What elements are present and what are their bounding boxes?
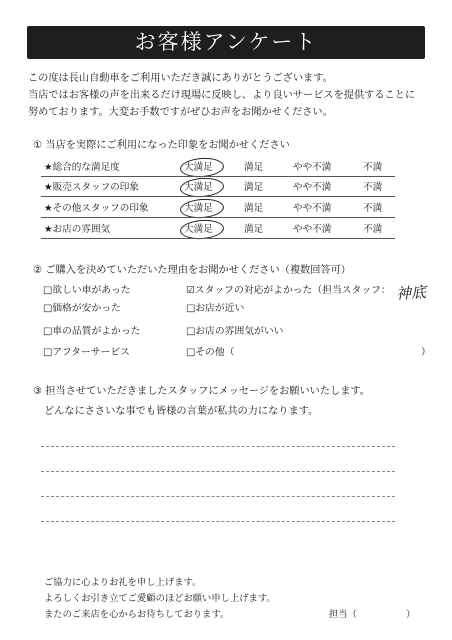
q2-option-near-store[interactable]: □お店が近い bbox=[186, 303, 245, 314]
handwritten-staff-name: 神底 bbox=[395, 282, 427, 304]
q2-option-other[interactable]: □その他（ bbox=[186, 347, 235, 358]
q1-heading: ① 当店を実際にご利用になった印象をお聞かせください bbox=[33, 140, 290, 151]
q1-option[interactable]: 不満 bbox=[363, 182, 383, 193]
q1-option[interactable]: 大満足 bbox=[184, 180, 213, 195]
q1-row bbox=[44, 222, 394, 237]
q1-option[interactable]: 満足 bbox=[244, 182, 264, 193]
q2-option-staff-response[interactable]: ☑スタッフの対応がよかった（担当スタッフ： bbox=[186, 285, 391, 296]
q2-heading: ② ご購入を決めていただいた理由をお聞かせください（複数回答可） bbox=[33, 265, 351, 276]
q2-option-car-quality[interactable]: □車の品質がよかった bbox=[43, 326, 141, 337]
intro-line-1: この度は長山自動車をご利用いただき誠にありがとうございます。 bbox=[28, 73, 333, 84]
q3-subtext: どんなにささいな事でも皆様の言葉が私共の力になります。 bbox=[44, 406, 319, 417]
message-line-1[interactable] bbox=[41, 446, 395, 447]
q1-option[interactable]: 不満 bbox=[363, 203, 383, 214]
q1-row-label: ★総合的な満足度 bbox=[44, 162, 120, 173]
q1-row-label: ★その他スタッフの印象 bbox=[44, 203, 149, 214]
q1-option[interactable]: 満足 bbox=[244, 203, 264, 214]
q1-option[interactable]: 大満足 bbox=[184, 201, 213, 216]
q1-option[interactable]: 大満足 bbox=[184, 160, 213, 175]
q3-heading: ③ 担当させていただきましたスタッフにメッセージをお願いいたします。 bbox=[33, 386, 370, 397]
q2-option-low-price[interactable]: □価格が安かった bbox=[43, 303, 121, 314]
tanto-label: 担当（ bbox=[329, 609, 357, 620]
q1-option[interactable]: 大満足 bbox=[184, 222, 213, 237]
footer-line-3: またのご来店を心からお待ちしております。 bbox=[44, 609, 230, 620]
q2-option-store-atmosphere[interactable]: □お店の雰囲気がいい bbox=[186, 326, 284, 337]
q1-row bbox=[44, 160, 394, 175]
q1-option[interactable]: やや不満 bbox=[293, 182, 332, 193]
q2-option-wanted-car[interactable]: □欲しい車があった bbox=[43, 285, 131, 296]
message-line-2[interactable] bbox=[41, 471, 395, 472]
q1-row bbox=[44, 180, 394, 195]
intro-line-3: 努めております。大変お手数ですがぜひお声をお聞かせください。 bbox=[28, 107, 333, 118]
q1-row-divider bbox=[41, 238, 395, 239]
survey-title: お客様アンケート bbox=[27, 26, 425, 59]
q1-row-label: ★お店の雰囲気 bbox=[44, 224, 111, 235]
q1-option[interactable]: 不満 bbox=[363, 162, 383, 173]
message-line-3[interactable] bbox=[41, 496, 395, 497]
footer-line-1: ご協力に心よりお礼を申し上げます。 bbox=[44, 577, 202, 588]
q2-option-after-service[interactable]: □アフターサービス bbox=[43, 347, 130, 358]
message-line-4[interactable] bbox=[41, 521, 395, 522]
q1-row-label: ★販売スタッフの印象 bbox=[44, 182, 139, 193]
q1-row-divider bbox=[41, 196, 395, 197]
q1-option[interactable]: やや不満 bbox=[293, 203, 332, 214]
q1-row-divider bbox=[41, 217, 395, 218]
q1-option[interactable]: やや不満 bbox=[293, 224, 332, 235]
footer-line-2: よろしくお引き立てご愛顧のほどお願い申し上げます。 bbox=[44, 593, 276, 604]
q1-row-divider bbox=[41, 176, 395, 177]
q1-option[interactable]: 満足 bbox=[244, 224, 264, 235]
q1-option[interactable]: やや不満 bbox=[293, 162, 332, 173]
q1-option[interactable]: 満足 bbox=[244, 162, 264, 173]
q1-option[interactable]: 不満 bbox=[363, 224, 383, 235]
intro-line-2: 当店ではお客様の声を出来るだけ現場に反映し、より良いサービスを提供することに bbox=[28, 90, 416, 101]
q2-other-close-paren: ） bbox=[421, 347, 431, 358]
tanto-close-paren: ） bbox=[406, 609, 416, 620]
q1-row bbox=[44, 201, 394, 216]
